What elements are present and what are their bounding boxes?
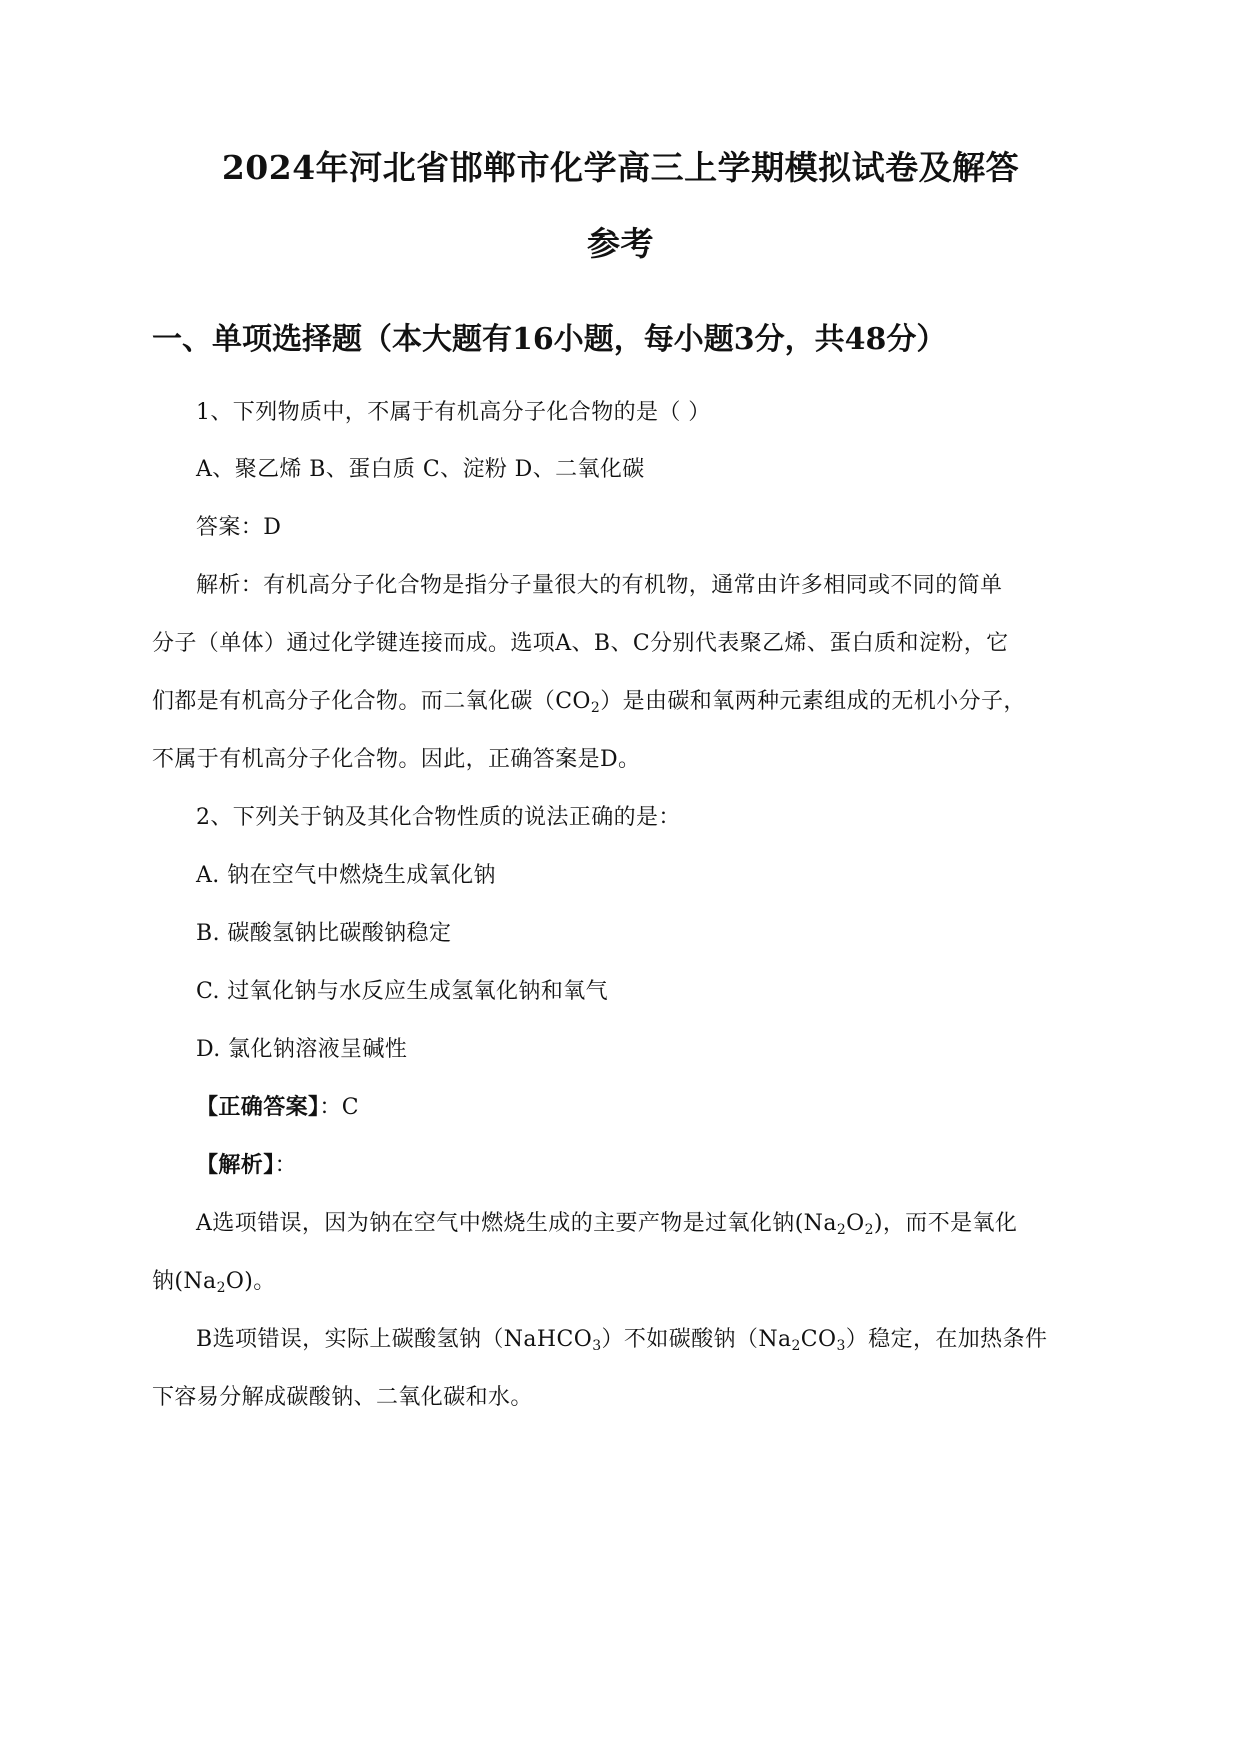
text-run: ）不如碳酸钠（Na: [601, 1327, 792, 1352]
question-2-analysis-line: [196, 1206, 1017, 1237]
question-2-stem: 2、下列关于钠及其化合物性质的说法正确的是：: [196, 805, 681, 830]
question-1-analysis-line: 解析：有机高分子化合物是指分子量很大的有机物，通常由许多相同或不同的简单: [196, 573, 1003, 598]
text-run: B选项错误，实际上碳酸氢钠（NaHCO: [196, 1327, 593, 1352]
question-1-analysis-line: 不属于有机高分子化合物。因此，正确答案是D。: [152, 747, 641, 772]
answer-label: 【正确答案】: [196, 1094, 320, 1120]
text-run: O)。: [225, 1269, 276, 1294]
document-title-continued: 参考: [587, 224, 654, 263]
question-2-analysis-line: [152, 1264, 276, 1295]
text-run: ）稳定，在加热条件: [845, 1327, 1048, 1352]
text-run: O: [846, 1211, 865, 1236]
subscript: 2: [590, 700, 601, 716]
question-2-option-b: B. 碳酸氢钠比碳酸钠稳定: [196, 921, 452, 946]
analysis-label: 【解析】: [196, 1152, 275, 1178]
text-run: ）是由碳和氧两种元素组成的无机小分子，: [600, 689, 1026, 714]
analysis-colon: ：: [274, 1153, 298, 1178]
question-2-analysis-line: 下容易分解成碳酸钠、二氧化碳和水。: [152, 1385, 533, 1410]
text-run: A选项错误，因为钠在空气中燃烧生成的主要产物是过氧化钠(Na: [196, 1211, 837, 1236]
subscript: 2: [864, 1222, 874, 1238]
question-1-options: A、聚乙烯 B、蛋白质 C、淀粉 D、二氧化碳: [196, 457, 645, 482]
subscript: 3: [592, 1338, 602, 1354]
subscript: 3: [836, 1338, 846, 1354]
question-1-analysis-line: 分子（单体）通过化学键连接而成。选项A、B、C分别代表聚乙烯、蛋白质和淀粉，它: [152, 631, 1009, 656]
subscript: 2: [836, 1222, 847, 1238]
text-run: CO: [800, 1327, 837, 1352]
question-1-answer: 答案：D: [196, 515, 282, 540]
question-2-option-a: A. 钠在空气中燃烧生成氧化钠: [196, 863, 496, 888]
subscript: 2: [791, 1338, 801, 1354]
section-heading: 一、单项选择题（本大题有16小题，每小题3分，共48分）: [152, 322, 947, 357]
question-2-analysis-heading: [196, 1148, 297, 1179]
answer-value: ：C: [319, 1095, 360, 1120]
subscript: 2: [216, 1280, 226, 1296]
question-1-analysis-line: [152, 684, 1026, 715]
question-1-stem: 1、下列物质中，不属于有机高分子化合物的是（ ）: [196, 400, 711, 425]
question-2-option-d: D. 氯化钠溶液呈碱性: [196, 1037, 408, 1062]
text-run: )，而不是氧化: [873, 1211, 1018, 1236]
question-2-analysis-line: [196, 1322, 1047, 1353]
question-2-option-c: C. 过氧化钠与水反应生成氢氧化钠和氧气: [196, 979, 609, 1004]
document-title: 2024年河北省邯郸市化学高三上学期模拟试卷及解答: [221, 148, 1020, 187]
question-2-answer: [196, 1090, 359, 1121]
text-run: 钠(Na: [152, 1269, 217, 1294]
text-run: 们都是有机高分子化合物。而二氧化碳（CO: [152, 689, 591, 714]
